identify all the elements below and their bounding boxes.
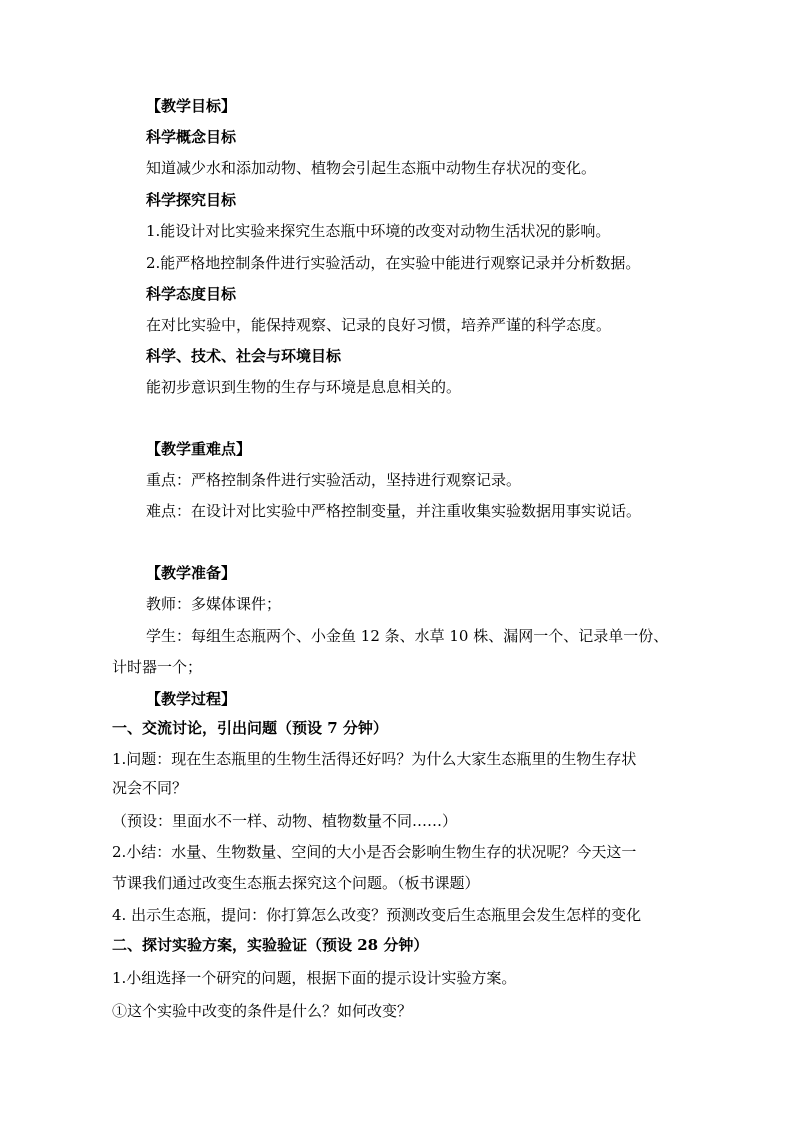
concept-title: 科学概念目标: [146, 128, 237, 146]
section-1-item-2-line-2: 节课我们通过改变生态瓶去探究这个问题。（板书课题）: [112, 874, 480, 892]
section-1-item-4: 4. 出示生态瓶，提问：你打算怎么改变？预测改变后生态瓶里会发生怎样的变化: [112, 906, 642, 924]
inquiry-title: 科学探究目标: [146, 191, 237, 209]
key-point-text: 重点：严格控制条件进行实验活动，坚持进行观察记录。: [146, 471, 522, 489]
teacher-prep: 教师：多媒体课件；: [146, 595, 282, 613]
section-1-prediction: （预设：里面水不一样、动物、植物数量不同……）: [112, 812, 458, 830]
section-2-item-1: 1.小组选择一个研究的问题，根据下面的提示设计实验方案。: [112, 969, 517, 987]
section-2-question-1: ①这个实验中改变的条件是什么？如何改变？: [112, 1002, 413, 1020]
sts-text: 能初步意识到生物的生存与环境是息息相关的。: [146, 378, 462, 396]
concept-text: 知道减少水和添加动物、植物会引起生态瓶中动物生存状况的变化。: [146, 159, 597, 177]
inquiry-item-1: 1.能设计对比实验来探究生态瓶中环境的改变对动物生活状况的影响。: [146, 222, 611, 240]
student-prep-line-2: 计时器一个；: [112, 658, 203, 676]
section-1-item-2-line-1: 2.小结：水量、生物数量、空间的大小是否会影响生物生存的状况呢？今天这一: [112, 843, 637, 861]
section-1-item-1-line-1: 1.问题：现在生态瓶里的生物生活得还好吗？为什么大家生态瓶里的生物生存状: [112, 750, 637, 768]
preparation-heading: 【教学准备】: [146, 564, 237, 582]
sts-title: 科学、技术、社会与环境目标: [146, 347, 342, 365]
difficulty-text: 难点：在设计对比实验中严格控制变量，并注重收集实验数据用事实说话。: [146, 502, 642, 520]
student-prep-line-1: 学生：每组生态瓶两个、小金鱼 12 条、水草 10 株、漏网一个、记录单一份、: [146, 627, 669, 645]
section-1-item-1-line-2: 况会不同？: [112, 779, 188, 797]
attitude-title: 科学态度目标: [146, 285, 237, 303]
key-points-heading: 【教学重难点】: [146, 440, 252, 458]
section-1-title: 一、交流讨论，引出问题（预设 7 分钟）: [112, 719, 388, 737]
inquiry-item-2: 2.能严格地控制条件进行实验活动，在实验中能进行观察记录并分析数据。: [146, 254, 641, 272]
objectives-heading: 【教学目标】: [146, 97, 237, 115]
section-2-title: 二、探讨实验方案，实验验证（预设 28 分钟）: [112, 936, 429, 954]
attitude-text: 在对比实验中，能保持观察、记录的良好习惯，培养严谨的科学态度。: [146, 316, 612, 334]
process-heading: 【教学过程】: [146, 690, 237, 708]
